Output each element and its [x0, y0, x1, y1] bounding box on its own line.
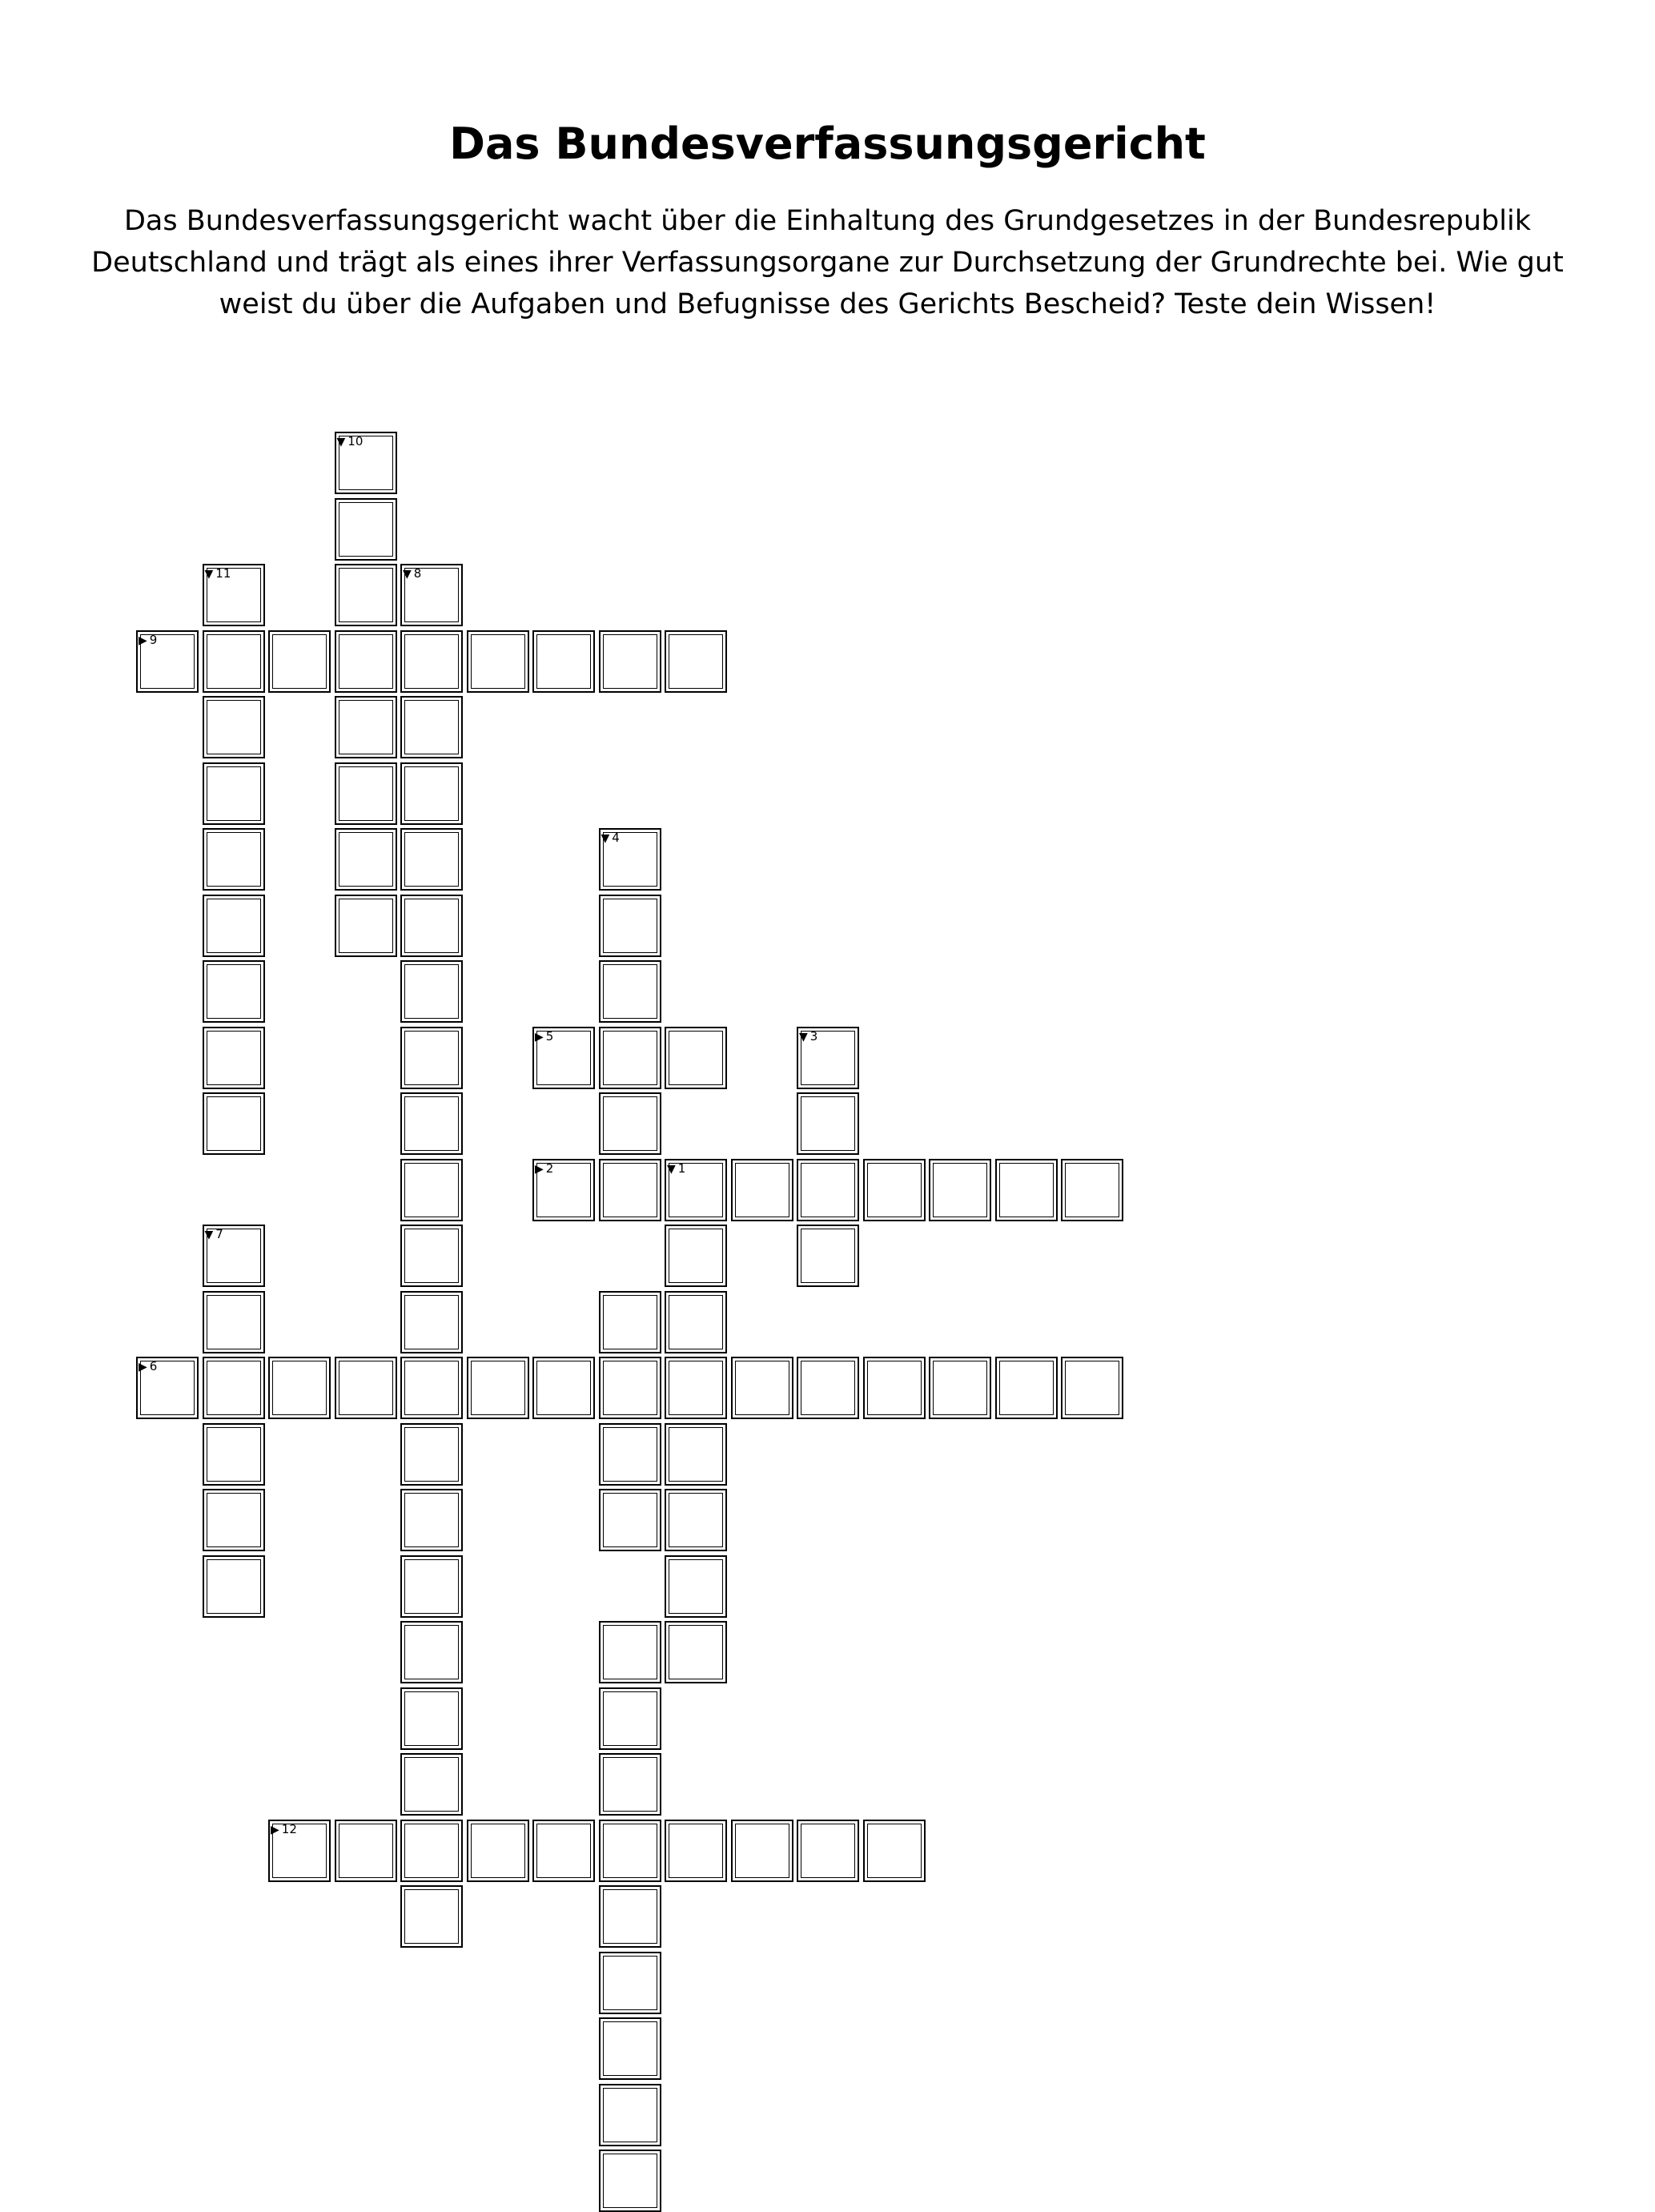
- crossword-cell[interactable]: [599, 2017, 661, 2080]
- clue-number-label: [535, 1160, 554, 1176]
- crossword-cell[interactable]: [400, 696, 463, 758]
- crossword-cell[interactable]: [400, 1489, 463, 1551]
- crossword-cell[interactable]: [203, 960, 265, 1023]
- crossword-cell[interactable]: [400, 1159, 463, 1221]
- crossword-cell[interactable]: [400, 762, 463, 825]
- crossword-cell[interactable]: [532, 1820, 595, 1882]
- clue-number: 9: [149, 632, 158, 647]
- crossword-cell[interactable]: [665, 1555, 727, 1618]
- crossword-cell[interactable]: [797, 1159, 859, 1221]
- crossword-cell[interactable]: [1061, 1357, 1123, 1419]
- crossword-cell[interactable]: [400, 1027, 463, 1089]
- crossword-cell[interactable]: [797, 1820, 859, 1882]
- crossword-cell[interactable]: [203, 1555, 265, 1618]
- crossword-cell[interactable]: [599, 1159, 661, 1221]
- crossword-cell[interactable]: [136, 630, 199, 693]
- crossword-cell[interactable]: [400, 1423, 463, 1486]
- crossword-cell[interactable]: [203, 630, 265, 693]
- clue-number-label: [139, 1361, 157, 1373]
- clue-number: 8: [413, 566, 422, 581]
- crossword-cell[interactable]: [599, 1687, 661, 1750]
- crossword-cell[interactable]: [995, 1357, 1058, 1419]
- crossword-cell[interactable]: [929, 1357, 991, 1419]
- clue-number: 2: [545, 1160, 554, 1176]
- crossword-cell[interactable]: [731, 1357, 793, 1419]
- crossword-cell[interactable]: [400, 1753, 463, 1816]
- arrow-right-icon: ▶: [139, 633, 147, 647]
- crossword-cell[interactable]: [335, 762, 397, 825]
- clue-number: 11: [215, 566, 231, 581]
- clue-number: 6: [149, 1359, 158, 1373]
- crossword-cell[interactable]: [203, 762, 265, 825]
- crossword-cell[interactable]: [203, 1423, 265, 1486]
- crossword-cell[interactable]: [400, 1357, 463, 1419]
- crossword-cell[interactable]: [335, 828, 397, 891]
- crossword-cell[interactable]: [665, 1423, 727, 1486]
- crossword-cell[interactable]: [203, 828, 265, 891]
- arrow-down-icon: ▼: [336, 436, 346, 448]
- crossword-cell[interactable]: [400, 960, 463, 1023]
- crossword-cell[interactable]: [599, 2150, 661, 2212]
- crossword-cell[interactable]: [467, 630, 529, 693]
- crossword-cell[interactable]: [335, 630, 397, 693]
- crossword-cell[interactable]: [400, 564, 463, 626]
- crossword-cell[interactable]: [665, 1291, 727, 1353]
- crossword-cell[interactable]: [335, 498, 397, 561]
- crossword-cell[interactable]: [665, 1027, 727, 1089]
- clue-number-label: [139, 634, 157, 647]
- crossword-cell[interactable]: [268, 1357, 331, 1419]
- crossword-cell[interactable]: [797, 1225, 859, 1287]
- crossword-cell[interactable]: [532, 1357, 595, 1419]
- crossword-cell[interactable]: [1061, 1159, 1123, 1221]
- clue-number-label: [535, 1028, 554, 1044]
- crossword-cell[interactable]: [400, 1687, 463, 1750]
- crossword-cell[interactable]: [665, 1159, 727, 1221]
- crossword-cell[interactable]: [203, 696, 265, 758]
- crossword-cell[interactable]: [335, 432, 397, 494]
- crossword-cell[interactable]: [203, 1489, 265, 1551]
- crossword-cell[interactable]: [599, 1092, 661, 1155]
- crossword-cell[interactable]: [335, 564, 397, 626]
- clue-number: 1: [677, 1160, 686, 1176]
- clue-number-label: [337, 436, 364, 448]
- crossword-cell[interactable]: [863, 1820, 926, 1882]
- crossword-cell[interactable]: [467, 1357, 529, 1419]
- clue-number: 5: [545, 1028, 554, 1044]
- clue-number-label: [601, 832, 620, 845]
- crossword-cell[interactable]: [599, 1753, 661, 1816]
- crossword-cell[interactable]: [599, 1952, 661, 2014]
- arrow-down-icon: ▼: [204, 1229, 214, 1241]
- crossword-cell[interactable]: [731, 1820, 793, 1882]
- crossword-cell[interactable]: [400, 1092, 463, 1155]
- crossword-cell[interactable]: [203, 1357, 265, 1419]
- crossword-cell[interactable]: [599, 960, 661, 1023]
- crossword-cell[interactable]: [665, 1225, 727, 1287]
- crossword-cell[interactable]: [335, 895, 397, 957]
- crossword-cell[interactable]: [599, 828, 661, 891]
- crossword-cell[interactable]: [797, 1357, 859, 1419]
- arrow-down-icon: ▼: [601, 832, 610, 845]
- arrow-right-icon: ▶: [271, 1823, 279, 1836]
- crossword-cell[interactable]: [797, 1092, 859, 1155]
- clue-number-label: [667, 1160, 686, 1176]
- crossword-cell[interactable]: [599, 895, 661, 957]
- crossword-cell[interactable]: [203, 564, 265, 626]
- crossword-cell[interactable]: [665, 1489, 727, 1551]
- clue-number-label: [205, 568, 231, 581]
- crossword-cell[interactable]: [268, 1820, 331, 1882]
- crossword-cell[interactable]: [400, 1820, 463, 1882]
- crossword-cell[interactable]: [400, 828, 463, 891]
- crossword-cell[interactable]: [599, 630, 661, 693]
- crossword-cell[interactable]: [599, 1423, 661, 1486]
- clue-number-label: [205, 1229, 223, 1241]
- crossword-cell[interactable]: [599, 1357, 661, 1419]
- crossword-cell[interactable]: [532, 1159, 595, 1221]
- arrow-right-icon: ▶: [535, 1030, 544, 1044]
- crossword-cell[interactable]: [400, 1291, 463, 1353]
- crossword-cell[interactable]: [599, 2084, 661, 2146]
- intro-text: Das Bundesverfassungsgericht wacht über die Einhaltung des Grundgesetzes in der Bundesrepublik Deutschland und trägt als eines ihrer Verfassungsorgane zur Durchsetzung der Grundrechte bei. Wie gut weist du über die Aufgaben und Befugnisse des Gerichts Bescheid? Teste dein Wissen!: [91, 205, 1564, 320]
- crossword-cell[interactable]: [203, 1291, 265, 1353]
- crossword-cell[interactable]: [400, 1225, 463, 1287]
- crossword-cell[interactable]: [532, 1027, 595, 1089]
- crossword-cell[interactable]: [203, 1225, 265, 1287]
- arrow-down-icon: ▼: [403, 568, 412, 581]
- crossword-cell[interactable]: [665, 1820, 727, 1882]
- crossword-cell[interactable]: [335, 1357, 397, 1419]
- crossword-cell[interactable]: [797, 1027, 859, 1089]
- clue-number: 7: [215, 1227, 223, 1241]
- crossword-cell[interactable]: [335, 1820, 397, 1882]
- clue-number: 12: [281, 1821, 297, 1836]
- crossword-cell[interactable]: [400, 1555, 463, 1618]
- crossword-cell[interactable]: [268, 630, 331, 693]
- crossword-cell[interactable]: [136, 1357, 199, 1419]
- crossword-cell[interactable]: [929, 1159, 991, 1221]
- arrow-down-icon: ▼: [799, 1030, 808, 1044]
- clue-number: 4: [612, 831, 620, 845]
- crossword-cell[interactable]: [863, 1159, 926, 1221]
- crossword-cell[interactable]: [467, 1820, 529, 1882]
- crossword-cell[interactable]: [665, 1621, 727, 1683]
- arrow-right-icon: ▶: [535, 1162, 544, 1176]
- crossword-cell[interactable]: [599, 1027, 661, 1089]
- crossword-cell[interactable]: [599, 1621, 661, 1683]
- clue-number: 10: [347, 434, 364, 448]
- crossword-cell[interactable]: [400, 895, 463, 957]
- crossword-cell[interactable]: [400, 630, 463, 693]
- crossword-cell[interactable]: [203, 1092, 265, 1155]
- crossword-cell[interactable]: [532, 630, 595, 693]
- crossword-cell[interactable]: [400, 1885, 463, 1948]
- arrow-down-icon: ▼: [667, 1162, 676, 1176]
- crossword-cell[interactable]: [599, 1291, 661, 1353]
- crossword-cell[interactable]: [203, 1027, 265, 1089]
- arrow-right-icon: ▶: [139, 1361, 147, 1373]
- crossword-cell[interactable]: [599, 1489, 661, 1551]
- crossword-cell[interactable]: [335, 696, 397, 758]
- crossword-cell[interactable]: [599, 1820, 661, 1882]
- crossword-cell[interactable]: [400, 1621, 463, 1683]
- arrow-down-icon: ▼: [204, 568, 214, 581]
- crossword-cell[interactable]: [995, 1159, 1058, 1221]
- crossword-cell[interactable]: [665, 1357, 727, 1419]
- clue-number-label: [799, 1028, 818, 1044]
- clue-number: 3: [809, 1028, 818, 1044]
- crossword-cell[interactable]: [665, 630, 727, 693]
- page-title: Das Bundesverfassungsgericht: [449, 119, 1206, 169]
- clue-number-label: [403, 568, 421, 581]
- crossword-cell[interactable]: [731, 1159, 793, 1221]
- clue-number-label: [271, 1821, 297, 1836]
- crossword-cell[interactable]: [863, 1357, 926, 1419]
- crossword-cell[interactable]: [599, 1885, 661, 1948]
- crossword-cell[interactable]: [203, 895, 265, 957]
